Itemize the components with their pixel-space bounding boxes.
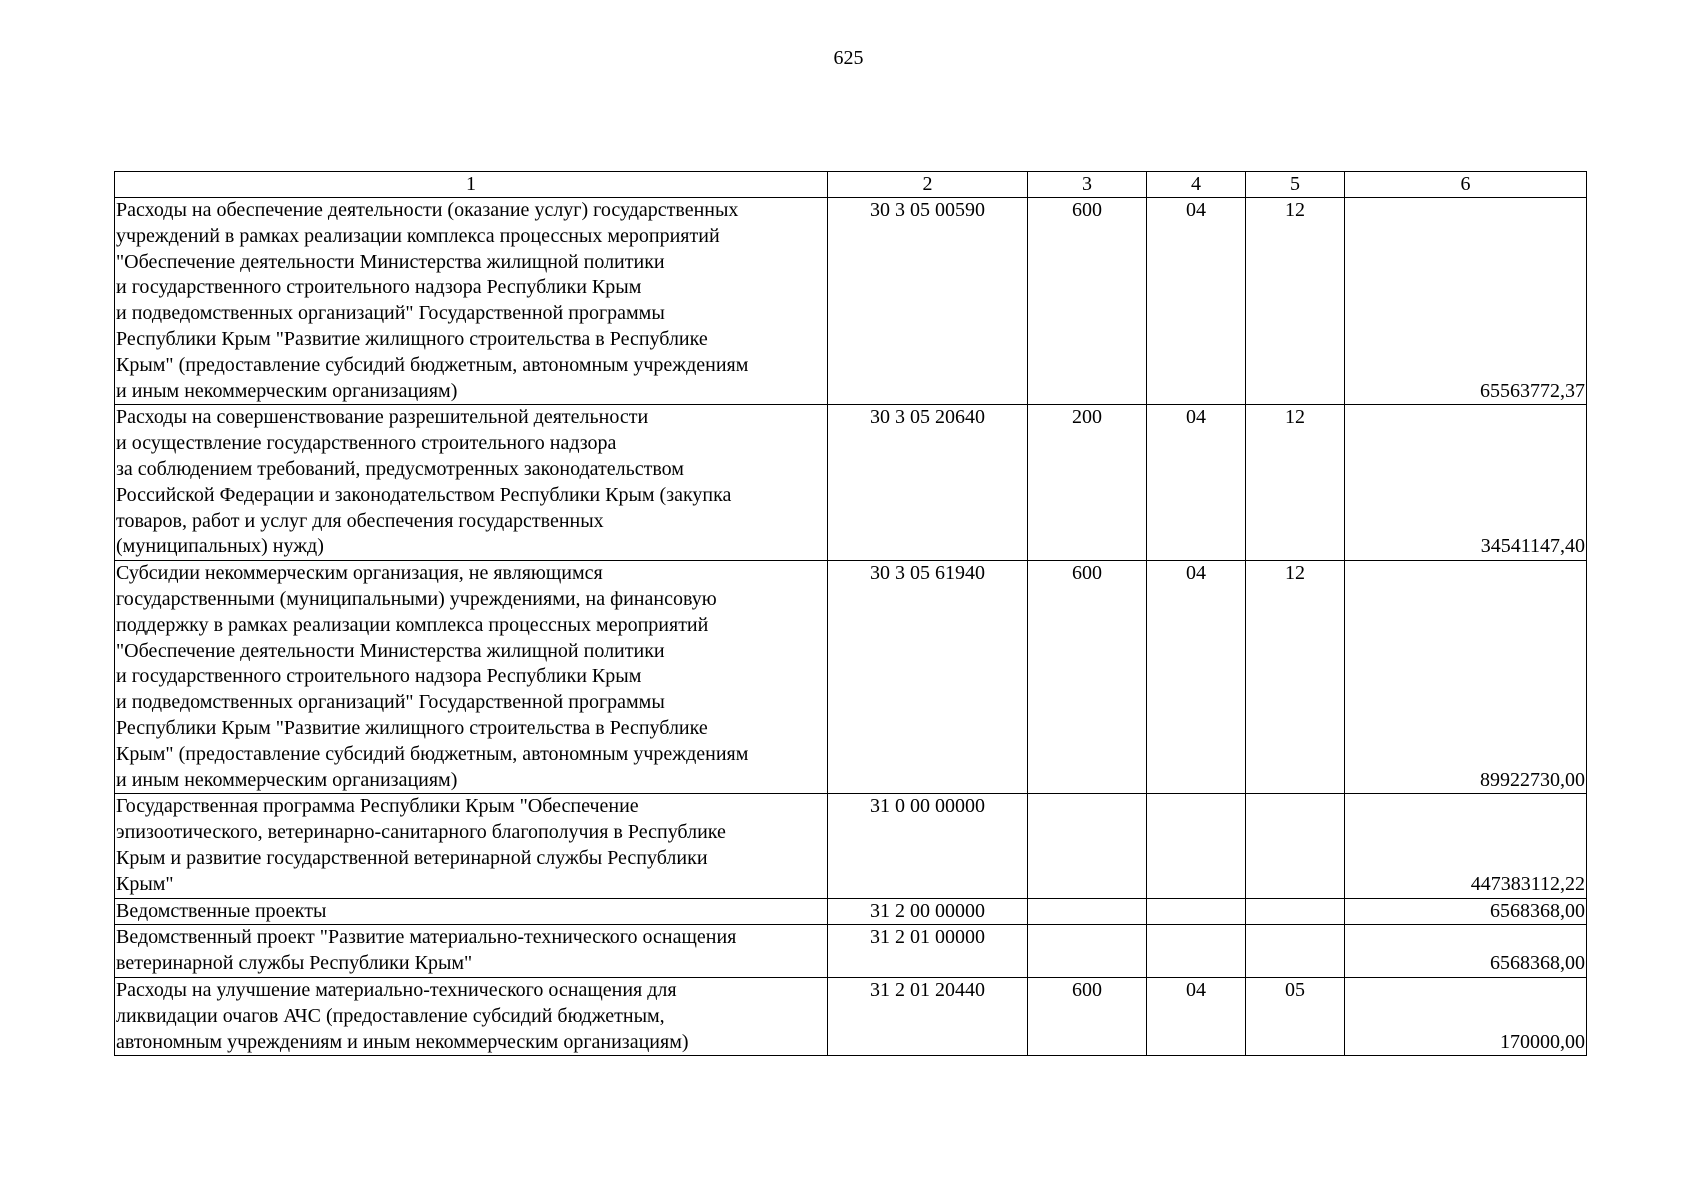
row-section-cell: 04 bbox=[1147, 405, 1246, 561]
row-subsection-cell bbox=[1246, 794, 1345, 898]
row-code-cell: 30 3 05 61940 bbox=[828, 561, 1028, 794]
row-subsection-cell: 12 bbox=[1246, 198, 1345, 405]
header-cell: 2 bbox=[828, 172, 1028, 198]
row-name-cell: Государственная программа Республики Крым "Обеспечение эпизоотического, ветеринарно-санитарного благополучия в Республике Крым и развитие государственной ветеринарной службы Республики Крым" bbox=[115, 794, 828, 898]
row-code-cell: 30 3 05 20640 bbox=[828, 405, 1028, 561]
row-expense-type-cell: 600 bbox=[1028, 977, 1147, 1055]
row-amount-cell: 6568368,00 bbox=[1345, 898, 1587, 925]
row-expense-type-cell bbox=[1028, 925, 1147, 978]
row-name-cell: Расходы на совершенствование разрешительной деятельности и осуществление государственного строительного надзора за соблюдением требований, предусмотренных законодательством Российской Федерации и законодательством Республики Крым (закупка товаров, работ и услуг для обеспечения государственных (муниципальных) нужд) bbox=[115, 405, 828, 561]
table-row bbox=[115, 561, 1587, 794]
table-row bbox=[115, 198, 1587, 405]
table-row bbox=[115, 898, 1587, 925]
row-code-cell: 31 2 01 00000 bbox=[828, 925, 1028, 978]
row-subsection-cell bbox=[1246, 898, 1345, 925]
row-amount-cell: 170000,00 bbox=[1345, 977, 1587, 1055]
row-code-cell: 31 2 01 20440 bbox=[828, 977, 1028, 1055]
row-code-cell: 31 0 00 00000 bbox=[828, 794, 1028, 898]
row-expense-type-cell: 600 bbox=[1028, 561, 1147, 794]
row-code-cell: 30 3 05 00590 bbox=[828, 198, 1028, 405]
row-name-cell: Субсидии некоммерческим организация, не являющимся государственными (муниципальными) учреждениями, на финансовую поддержку в рамках реализации комплекса процессных мероприятий "Обеспечение деятельности Министерства жилищной политики и государственного строительного надзора Республики Крым и подведомственных организаций" Государственной программы Республики Крым "Развитие жилищного строительства в Республике Крым" (предоставление субсидий бюджетным, автономным учреждениям и иным некоммерческим организациям) bbox=[115, 561, 828, 794]
header-cell: 4 bbox=[1147, 172, 1246, 198]
table-row bbox=[115, 794, 1587, 898]
header-cell: 6 bbox=[1345, 172, 1587, 198]
row-expense-type-cell: 600 bbox=[1028, 198, 1147, 405]
row-section-cell: 04 bbox=[1147, 561, 1246, 794]
row-amount-cell: 6568368,00 bbox=[1345, 925, 1587, 978]
row-amount-cell: 89922730,00 bbox=[1345, 561, 1587, 794]
table-row bbox=[115, 977, 1587, 1055]
row-expense-type-cell bbox=[1028, 794, 1147, 898]
table-row bbox=[115, 405, 1587, 561]
row-subsection-cell bbox=[1246, 925, 1345, 978]
row-amount-cell: 447383112,22 bbox=[1345, 794, 1587, 898]
row-amount-cell: 34541147,40 bbox=[1345, 405, 1587, 561]
row-amount-cell: 65563772,37 bbox=[1345, 198, 1587, 405]
row-name-cell: Ведомственные проекты bbox=[115, 898, 828, 925]
row-expense-type-cell: 200 bbox=[1028, 405, 1147, 561]
header-cell: 1 bbox=[115, 172, 828, 198]
row-name-cell: Расходы на улучшение материально-технического оснащения для ликвидации очагов АЧС (предоставление субсидий бюджетным, автономным учреждениям и иным некоммерческим организациям) bbox=[115, 977, 828, 1055]
row-name-cell: Ведомственный проект "Развитие материально-технического оснащения ветеринарной службы Республики Крым" bbox=[115, 925, 828, 978]
row-subsection-cell: 12 bbox=[1246, 405, 1345, 561]
row-expense-type-cell bbox=[1028, 898, 1147, 925]
row-section-cell: 04 bbox=[1147, 198, 1246, 405]
table-row bbox=[115, 925, 1587, 978]
row-section-cell bbox=[1147, 925, 1246, 978]
budget-table bbox=[114, 171, 1587, 1056]
header-cell: 3 bbox=[1028, 172, 1147, 198]
row-subsection-cell: 12 bbox=[1246, 561, 1345, 794]
row-code-cell: 31 2 00 00000 bbox=[828, 898, 1028, 925]
page-number: 625 bbox=[833, 47, 864, 69]
header-cell: 5 bbox=[1246, 172, 1345, 198]
row-section-cell bbox=[1147, 898, 1246, 925]
table-header-row bbox=[115, 172, 1587, 198]
row-section-cell: 04 bbox=[1147, 977, 1246, 1055]
row-name-cell: Расходы на обеспечение деятельности (оказание услуг) государственных учреждений в рамках реализации комплекса процессных мероприятий "Обеспечение деятельности Министерства жилищной политики и государственного строительного надзора Республики Крым и подведомственных организаций" Государственной программы Республики Крым "Развитие жилищного строительства в Республике Крым" (предоставление субсидий бюджетным, автономным учреждениям и иным некоммерческим организациям) bbox=[115, 198, 828, 405]
row-subsection-cell: 05 bbox=[1246, 977, 1345, 1055]
row-section-cell bbox=[1147, 794, 1246, 898]
